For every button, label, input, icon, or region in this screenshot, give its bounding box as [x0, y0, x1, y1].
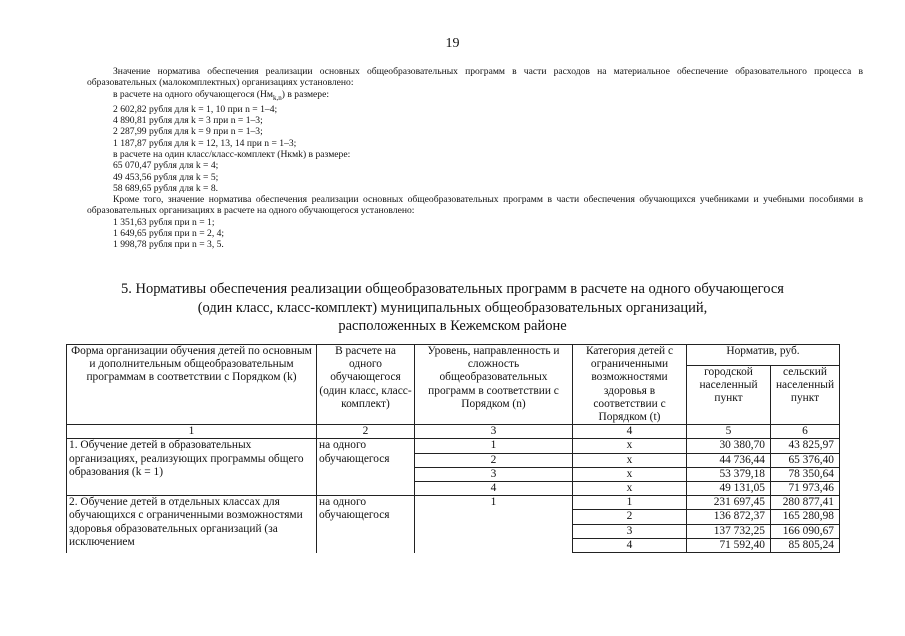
- intro-per-student: в расчете на одного обучающегося $(Нм_{k,n})$ в размере:: [113, 88, 330, 102]
- section-title-line: расположенных в Кежемском районе: [338, 318, 567, 334]
- cell-rural: 165 280,98: [771, 510, 840, 524]
- cell-category: x: [573, 439, 687, 453]
- cell-category: 2: [573, 510, 687, 524]
- group2-basis: на одного обучающегося: [317, 496, 415, 553]
- table-row: [67, 496, 840, 510]
- section-title-line: (один класс, класс-комплект) муниципальных общеобразовательных организаций,: [197, 299, 708, 316]
- cell-city: 44 736,44: [687, 453, 771, 467]
- header-form: Форма организации обучения детей по основным и дополнительным общеобразовательным программам в соответствии с Порядком (k): [67, 345, 317, 425]
- header-norm: Норматив, руб.: [687, 345, 840, 366]
- intro-per-class: в расчете на один класс/класс-комплект (Нкмk) в размере:: [113, 148, 351, 160]
- intro-item-a: 4 890,81 рубля для k = 3 при n = 1–3;: [113, 115, 263, 127]
- cell-level: 4: [415, 482, 573, 496]
- column-number: 6: [771, 425, 840, 439]
- cell-level: 2: [415, 453, 573, 467]
- intro-item-c: 1 649,65 рубля при n = 2, 4;: [113, 228, 225, 240]
- section-title: [0, 280, 905, 336]
- intro-item-a: 2 287,99 рубля для k = 9 при n = 1–3;: [113, 126, 263, 138]
- cell-rural: 65 376,40: [771, 453, 840, 467]
- cell-level: 3: [415, 467, 573, 481]
- cell-category: x: [573, 453, 687, 467]
- cell-category: 1: [573, 496, 687, 510]
- header-level: Уровень, направленность и сложность общеобразовательных программ в соответствии с Порядком (n): [415, 345, 573, 425]
- cell-rural: 78 350,64: [771, 467, 840, 481]
- column-number: 2: [317, 425, 415, 439]
- intro-item-c: 1 351,63 рубля при n = 1;: [113, 216, 215, 228]
- intro-text: [87, 66, 863, 251]
- intro-item-a: 1 187,87 рубля для k = 12, 13, 14 при n = 1–3;: [113, 137, 297, 149]
- group1-form: 1. Обучение детей в образовательных организациях, реализующих программы общего образования (k = 1): [67, 439, 317, 496]
- cell-category: x: [573, 467, 687, 481]
- intro-paragraph-1: Значение норматива обеспечения реализации основных общеобразовательных программ в части расходов на материальное обеспечение образовательного процесса в образовательных (малокомплектных) организациях установлено:: [87, 66, 863, 89]
- intro-paragraph-textbooks: Кроме того, значение норматива обеспечения реализации основных общеобразовательных программ в части обеспечения обучающихся учебниками и учебными пособиями в образовательных организациях в расчете на одного обучающегося установлено:: [87, 194, 863, 217]
- cell-city: 49 131,05: [687, 482, 771, 496]
- cell-category: 4: [573, 538, 687, 552]
- column-number: 3: [415, 425, 573, 439]
- page-number: 19: [445, 36, 460, 51]
- intro-item-a: 2 602,82 рубля для k = 1, 10 при n = 1–4;: [113, 103, 278, 115]
- cell-level: 1: [415, 439, 573, 453]
- intro-item-b: 49 453,56 рубля для k = 5;: [113, 171, 219, 183]
- table-row: [67, 439, 840, 453]
- intro-item-c: 1 998,78 рубля при n = 3, 5.: [113, 239, 224, 251]
- cell-category: 3: [573, 524, 687, 538]
- cell-rural: 280 877,41: [771, 496, 840, 510]
- cell-city: 30 380,70: [687, 439, 771, 453]
- group2-level: 1: [415, 496, 573, 553]
- cell-city: 53 379,18: [687, 467, 771, 481]
- cell-city: 71 592,40: [687, 538, 771, 552]
- column-number: 4: [573, 425, 687, 439]
- cell-city: 137 732,25: [687, 524, 771, 538]
- group2-form: 2. Обучение детей в отдельных классах для обучающихся с ограниченными возможностями здоровья образовательных организаций (за исключением: [67, 496, 317, 553]
- cell-rural: 43 825,97: [771, 439, 840, 453]
- intro-item-b: 58 689,65 рубля для k = 8.: [113, 182, 219, 194]
- section-title-line: 5. Нормативы обеспечения реализации общеобразовательных программ в расчете на одного обучающегося: [121, 281, 784, 297]
- column-number: 5: [687, 425, 771, 439]
- norms-table: [66, 344, 840, 553]
- cell-category: x: [573, 482, 687, 496]
- column-number: 1: [67, 425, 317, 439]
- header-category: Категория детей с ограниченными возможностями здоровья в соответствии с Порядком (t): [573, 345, 687, 425]
- header-rural: сельский населенный пункт: [771, 365, 840, 424]
- cell-city: 231 697,45: [687, 496, 771, 510]
- group1-basis: на одного обучающегося: [317, 439, 415, 496]
- cell-city: 136 872,37: [687, 510, 771, 524]
- cell-rural: 85 805,24: [771, 538, 840, 552]
- header-city: городской населенный пункт: [687, 365, 771, 424]
- header-basis: В расчете на одного обучающегося (один класс, класс-комплект): [317, 345, 415, 425]
- intro-item-b: 65 070,47 рубля для k = 4;: [113, 160, 219, 172]
- cell-rural: 71 973,46: [771, 482, 840, 496]
- column-numbers-row: [67, 425, 840, 439]
- cell-rural: 166 090,67: [771, 524, 840, 538]
